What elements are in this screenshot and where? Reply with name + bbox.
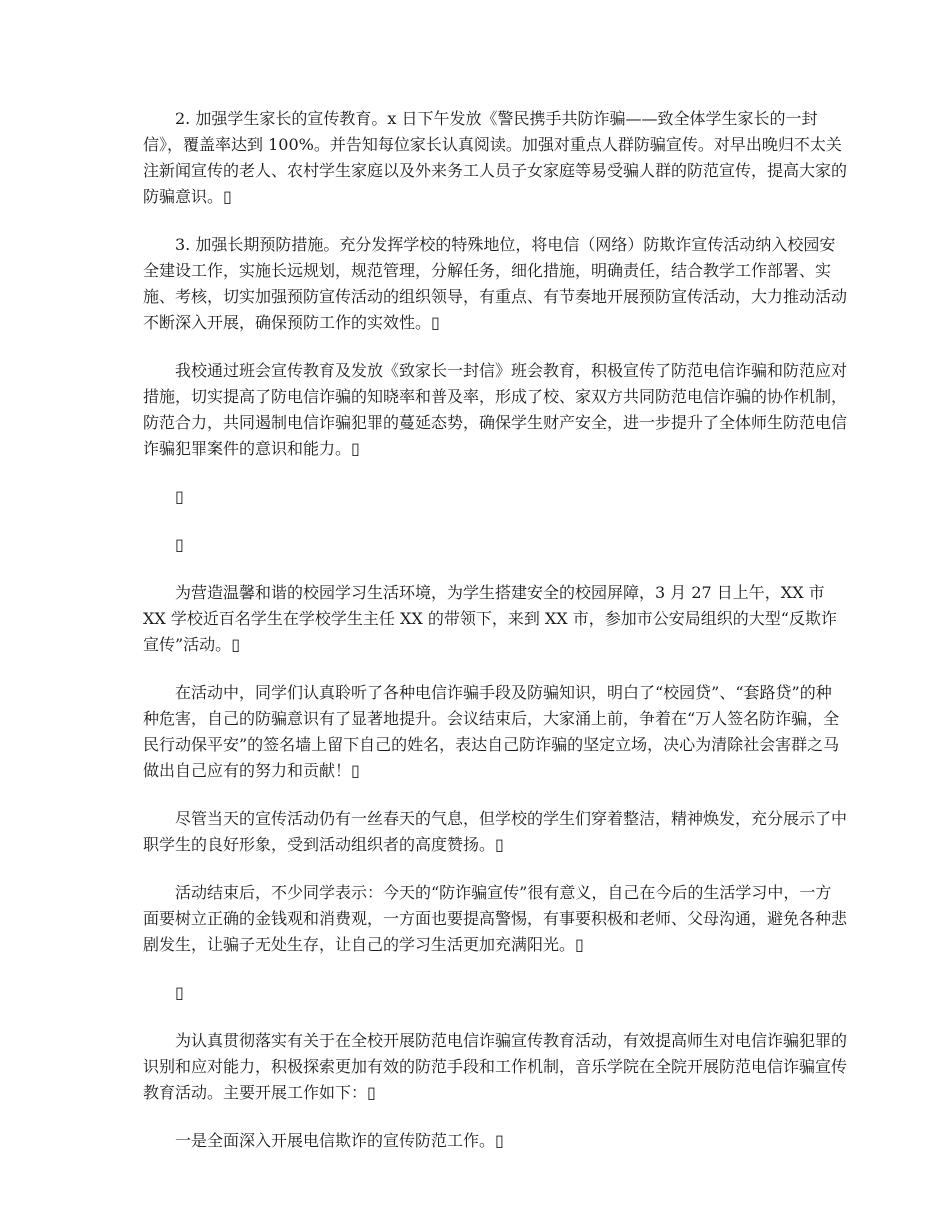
empty-paragraph-mark: ▯ xyxy=(175,487,184,506)
document-page xyxy=(143,106,847,1154)
paragraph: 活动结束后，不少同学表示：今天的“防诈骗宣传”很有意义，自己在今后的生活学习中，一方面要树立正确的金钱观和消费观，一方面也要提高警惕，有事要积极和老师、父母沟通，避免各种悲剧发生，让骗子无处生存，让自己的学习生活更加充满阳光。▯ xyxy=(143,883,848,954)
paragraph: 2. 加强学生家长的宣传教育。x 日下午发放《警民携手共防诈骗——致全体学生家长的一封信》，覆盖率达到 100%。并告知每位家长认真阅读。加强对重点人群防骗宣传。对早出晚归不太关注新闻宣传的老人、农村学生家庭以及外来务工人员子女家庭等易受骗人群的防范宣传，提高大家的防骗意识。▯ xyxy=(143,109,848,206)
empty-paragraph-mark: ▯ xyxy=(175,535,184,554)
empty-paragraph-mark: ▯ xyxy=(175,983,184,1002)
paragraph: 一是全面深入开展电信欺诈的宣传防范工作。▯ xyxy=(175,1131,504,1150)
paragraph: 为营造温馨和谐的校园学习生活环境，为学生搭建安全的校园屏障，3 月 27 日上午，XX 市 XX 学校近百名学生在学校学生主任 XX 的带领下，来到 XX 市，参加市公安局组织的大型“反欺诈宣传”活动。▯ xyxy=(143,583,837,654)
paragraph: 为认真贯彻落实有关于在全校开展防范电信诈骗宣传教育活动，有效提高师生对电信诈骗犯罪的识别和应对能力，积极探索更加有效的防范手段和工作机制，音乐学院在全院开展防范电信诈骗宣传教育活动。主要开展工作如下：▯ xyxy=(143,1031,848,1102)
paragraph: 我校通过班会宣传教育及发放《致家长一封信》班会教育，积极宣传了防范电信诈骗和防范应对措施，切实提高了防电信诈骗的知晓率和普及率，形成了校、家双方共同防范电信诈骗的协作机制，防范合力，共同遏制电信诈骗犯罪的蔓延态势，确保学生财产安全，进一步提升了全体师生防范电信诈骗犯罪案件的意识和能力。▯ xyxy=(143,361,848,458)
paragraph: 尽管当天的宣传活动仍有一丝春天的气息，但学校的学生们穿着整洁，精神焕发，充分展示了中职学生的良好形象，受到活动组织者的高度赞扬。▯ xyxy=(143,809,848,854)
paragraph: 3. 加强长期预防措施。充分发挥学校的特殊地位，将电信（网络）防欺诈宣传活动纳入校园安全建设工作，实施长远规划，规范管理，分解任务，细化措施，明确责任，结合教学工作部署、实施、考核，切实加强预防宣传活动的组织领导，有重点、有节奏地开展预防宣传活动，大力推动活动不断深入开展，确保预防工作的实效性。▯ xyxy=(143,235,848,332)
paragraph: 在活动中，同学们认真聆听了各种电信诈骗手段及防骗知识，明白了“校园贷”、“套路贷”的种种危害，自己的防骗意识有了显著地提升。会议结束后，大家涌上前，争着在“万人签名防诈骗，全民行动保平安”的签名墙上留下自己的姓名，表达自己防诈骗的坚定立场，决心为清除社会害群之马做出自己应有的努力和贡献！▯ xyxy=(143,683,840,780)
